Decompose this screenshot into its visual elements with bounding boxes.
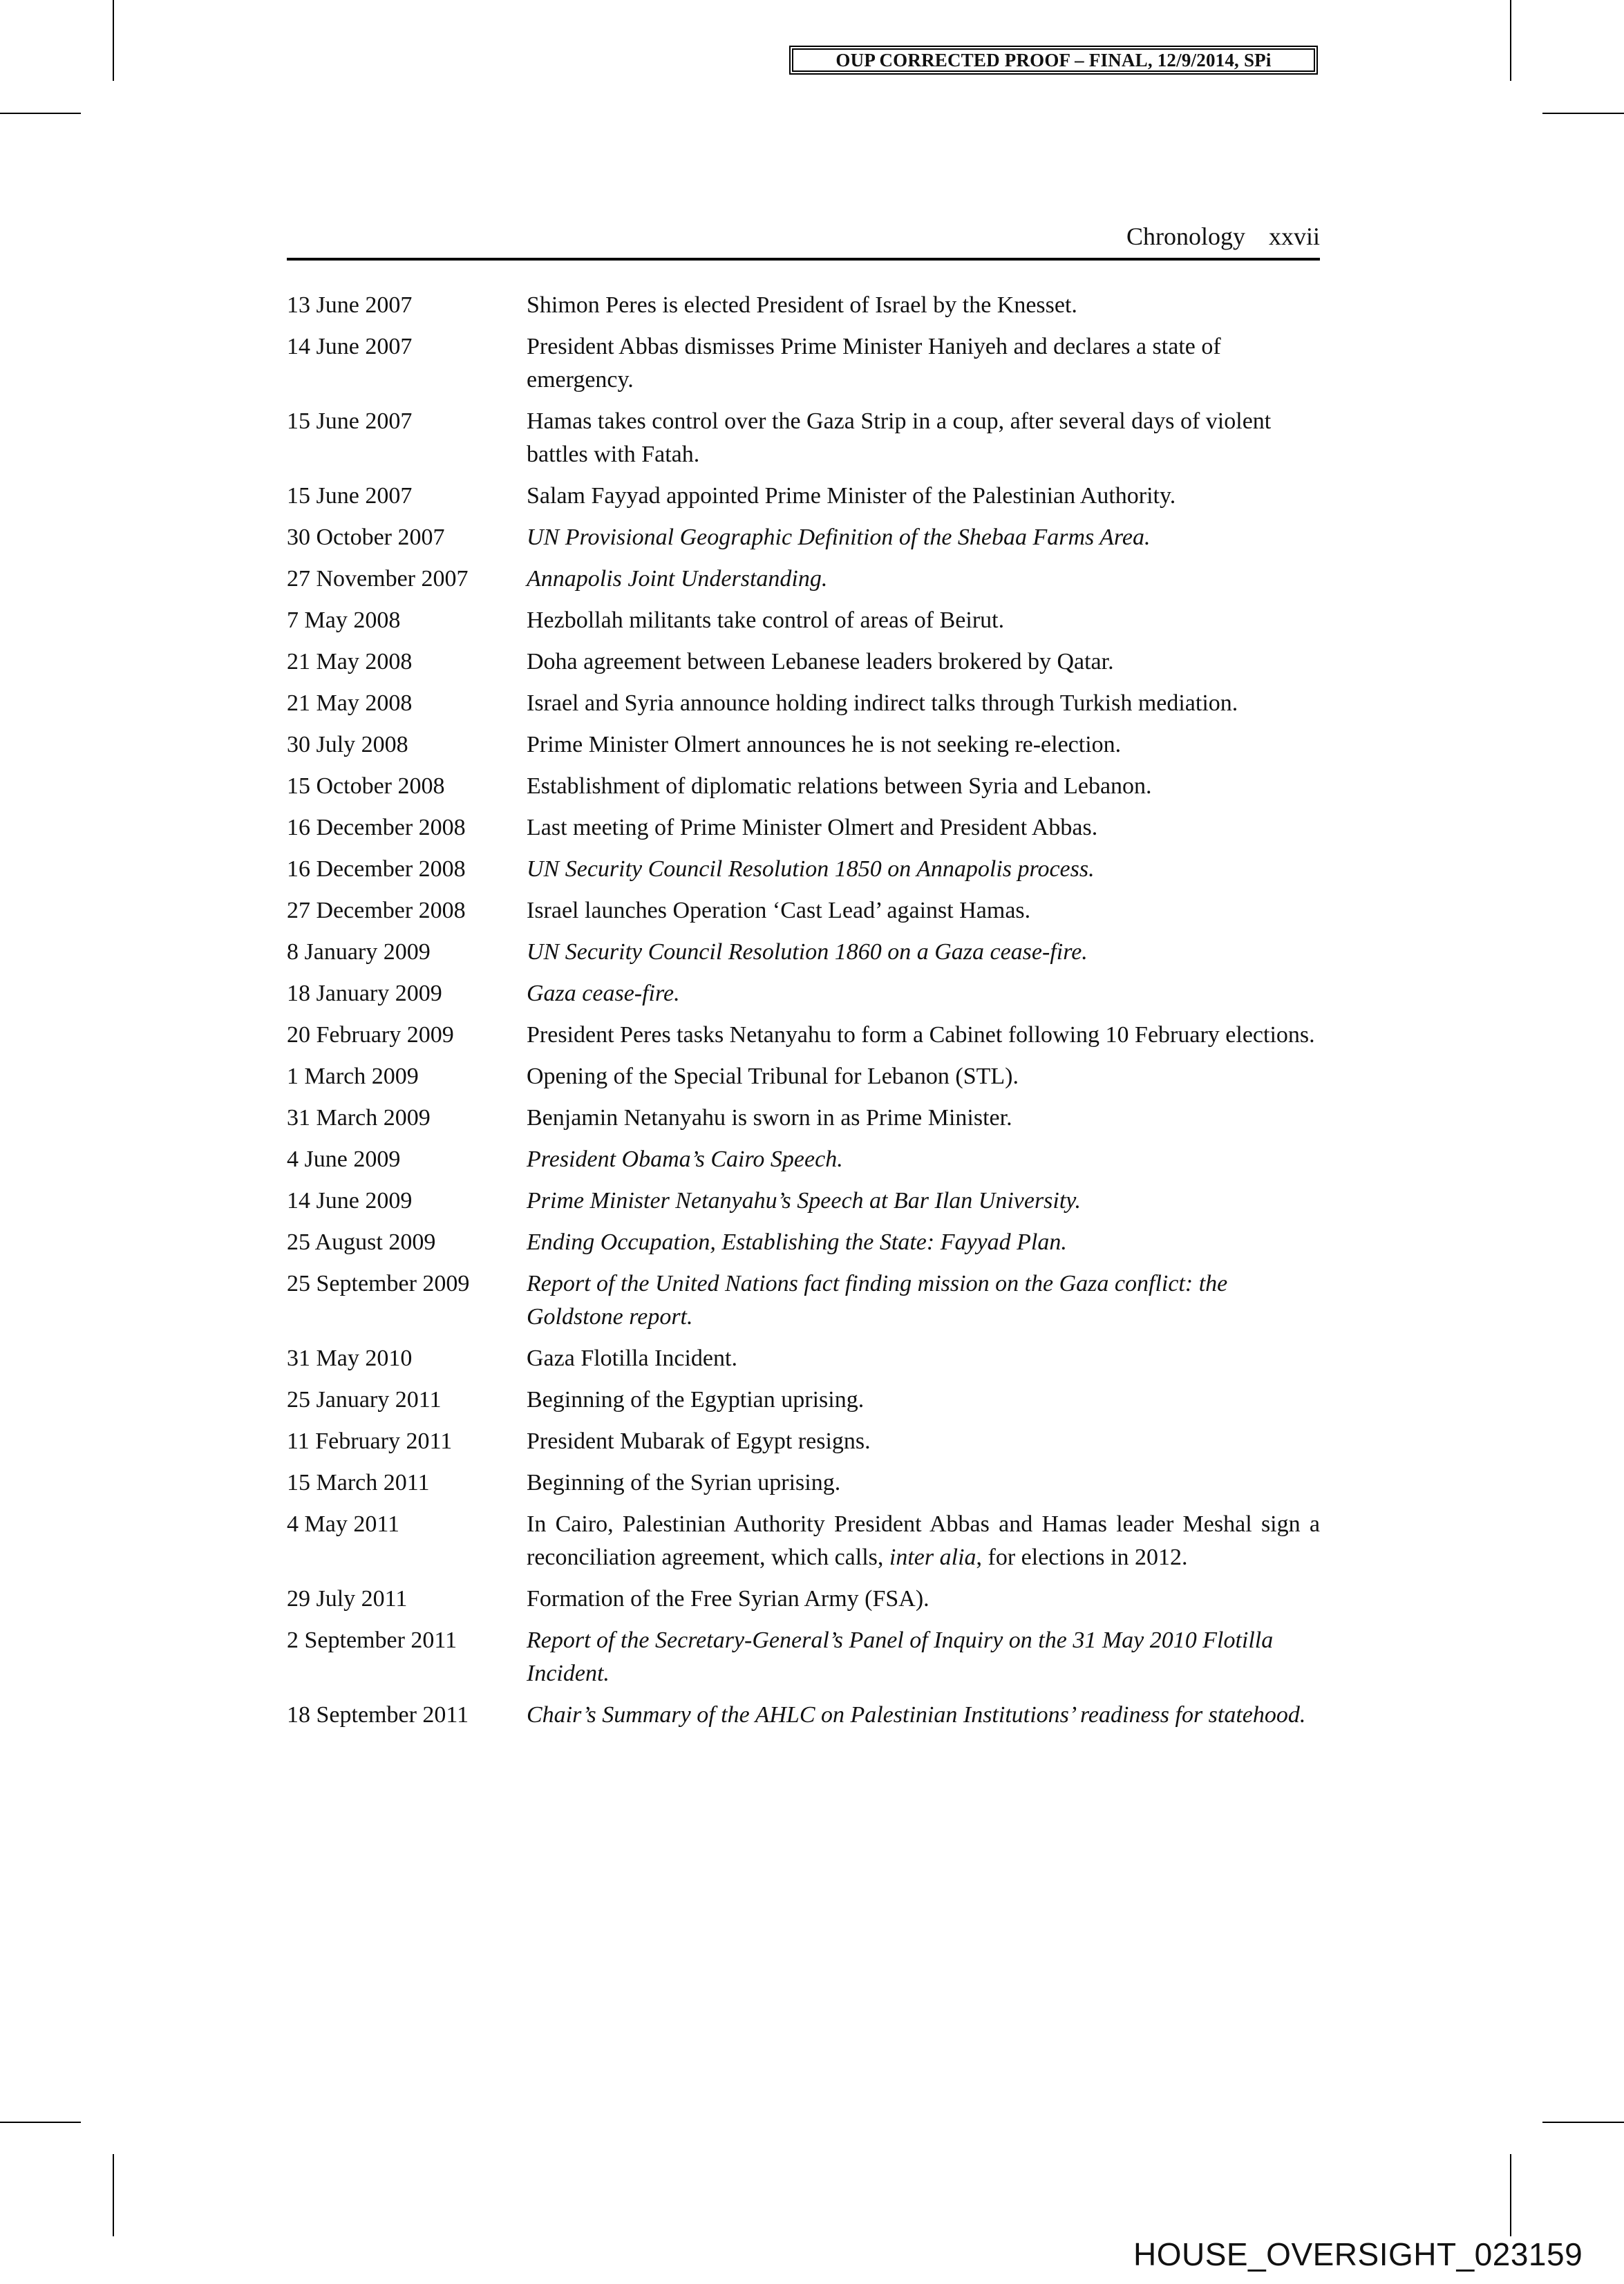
crop-mark-bottom-left-vertical bbox=[113, 2154, 114, 2236]
chronology-entry bbox=[287, 1384, 1320, 1417]
entry-event: Israel launches Operation ‘Cast Lead’ against Hamas. bbox=[527, 898, 1031, 923]
entry-date: 7 May 2008 bbox=[287, 607, 401, 633]
entry-date: 4 June 2009 bbox=[287, 1146, 401, 1172]
running-head bbox=[287, 216, 1320, 257]
entry-event: Beginning of the Egyptian uprising. bbox=[527, 1387, 865, 1413]
entry-date: 27 November 2007 bbox=[287, 566, 469, 592]
entry-date: 15 October 2008 bbox=[287, 773, 445, 799]
crop-mark-top-left-vertical bbox=[113, 0, 114, 81]
proof-stamp bbox=[789, 46, 1318, 75]
entry-event: Gaza Flotilla Incident. bbox=[527, 1346, 737, 1371]
entry-event: Ending Occupation, Establishing the State: Fayyad Plan. bbox=[527, 1229, 1067, 1255]
crop-mark-bottom-right-horizontal bbox=[1542, 2122, 1624, 2123]
entry-date: 14 June 2009 bbox=[287, 1188, 413, 1214]
entry-event: Last meeting of Prime Minister Olmert and President Abbas. bbox=[527, 815, 1098, 840]
crop-mark-bottom-right-vertical bbox=[1510, 2154, 1511, 2236]
entry-event: Report of the Secretary-General’s Panel of Inquiry on the 31 May 2010 Flotilla Incident. bbox=[527, 1627, 1274, 1686]
chronology-entry bbox=[287, 1019, 1320, 1052]
entry-event: Shimon Peres is elected President of Israel by the Knesset. bbox=[527, 292, 1077, 318]
entry-event: UN Provisional Geographic Definition of the Shebaa Farms Area. bbox=[527, 525, 1151, 550]
entry-date: 25 January 2011 bbox=[287, 1387, 442, 1413]
entry-date: 1 March 2009 bbox=[287, 1064, 419, 1089]
entry-date: 30 October 2007 bbox=[287, 525, 445, 550]
entry-event: President Peres tasks Netanyahu to form a Cabinet following 10 February elections. bbox=[527, 1022, 1315, 1048]
entry-date: 25 August 2009 bbox=[287, 1229, 436, 1255]
entry-date: 4 May 2011 bbox=[287, 1511, 400, 1537]
entry-date: 21 May 2008 bbox=[287, 690, 413, 716]
entry-date: 30 July 2008 bbox=[287, 732, 408, 757]
chronology-entry bbox=[287, 645, 1320, 679]
event-text-part: In Cairo, Palestinian Authority President Abbas and Hamas leader Meshal sign a reconciliation agreement, which calls, bbox=[527, 1511, 1320, 1570]
entry-event: Beginning of the Syrian uprising. bbox=[527, 1470, 841, 1495]
entry-date: 20 February 2009 bbox=[287, 1022, 454, 1048]
entry-date: 8 January 2009 bbox=[287, 939, 431, 965]
chronology-entry bbox=[287, 1143, 1320, 1176]
crop-mark-top-right-horizontal bbox=[1542, 113, 1624, 114]
entry-event: Doha agreement between Lebanese leaders brokered by Qatar. bbox=[527, 649, 1114, 674]
chronology-entry bbox=[287, 728, 1320, 762]
section-title: Chronology bbox=[1126, 223, 1245, 250]
chronology-entry bbox=[287, 853, 1320, 886]
entry-date: 16 December 2008 bbox=[287, 856, 466, 882]
entry-event: Annapolis Joint Understanding. bbox=[527, 566, 828, 592]
chronology-entry bbox=[287, 687, 1320, 720]
event-text-part: , for elections in 2012. bbox=[976, 1545, 1188, 1570]
entry-event: Formation of the Free Syrian Army (FSA). bbox=[527, 1586, 929, 1612]
entry-event: Israel and Syria announce holding indirect talks through Turkish mediation. bbox=[527, 690, 1238, 716]
chronology-entry bbox=[287, 770, 1320, 803]
entry-event: Report of the United Nations fact finding mission on the Gaza conflict: the Goldstone report. bbox=[527, 1271, 1228, 1330]
bates-number: HOUSE_OVERSIGHT_023159 bbox=[1133, 2236, 1583, 2272]
proof-stamp-text: OUP CORRECTED PROOF – FINAL, 12/9/2014, SPi bbox=[792, 48, 1315, 72]
chronology-entry bbox=[287, 1267, 1320, 1334]
chronology-entry bbox=[287, 977, 1320, 1010]
chronology-entry bbox=[287, 936, 1320, 969]
chronology-entry bbox=[287, 1624, 1320, 1690]
entry-date: 15 March 2011 bbox=[287, 1470, 430, 1495]
entry-event: Gaza cease-fire. bbox=[527, 981, 680, 1006]
entry-date: 29 July 2011 bbox=[287, 1586, 408, 1612]
chronology-entry bbox=[287, 1185, 1320, 1218]
chronology-entry bbox=[287, 1699, 1320, 1732]
entry-event: Opening of the Special Tribunal for Lebanon (STL). bbox=[527, 1064, 1019, 1089]
chronology-entry bbox=[287, 811, 1320, 844]
entry-event: President Abbas dismisses Prime Minister Haniyeh and declares a state of emergency. bbox=[527, 334, 1221, 393]
chronology-entry bbox=[287, 330, 1320, 397]
entry-date: 18 January 2009 bbox=[287, 981, 442, 1006]
chronology-entry bbox=[287, 1102, 1320, 1135]
entry-date: 27 December 2008 bbox=[287, 898, 466, 923]
chronology-list bbox=[287, 289, 1320, 1740]
chronology-entry bbox=[287, 1060, 1320, 1093]
chronology-entry bbox=[287, 289, 1320, 322]
entry-event: President Mubarak of Egypt resigns. bbox=[527, 1428, 871, 1454]
chronology-entry bbox=[287, 563, 1320, 596]
chronology-entry bbox=[287, 405, 1320, 471]
entry-date: 31 May 2010 bbox=[287, 1346, 413, 1371]
chronology-entry bbox=[287, 1425, 1320, 1458]
entry-date: 21 May 2008 bbox=[287, 649, 413, 674]
italic-phrase: inter alia bbox=[889, 1545, 976, 1570]
entry-date: 15 June 2007 bbox=[287, 483, 413, 509]
entry-event: Salam Fayyad appointed Prime Minister of the Palestinian Authority. bbox=[527, 483, 1176, 509]
entry-date: 13 June 2007 bbox=[287, 292, 413, 318]
entry-event: Prime Minister Netanyahu’s Speech at Bar Ilan University. bbox=[527, 1188, 1082, 1214]
header-rule bbox=[287, 258, 1320, 261]
chronology-entry bbox=[287, 1583, 1320, 1616]
entry-event: Prime Minister Olmert announces he is not seeking re-election. bbox=[527, 732, 1122, 757]
entry-event: Hamas takes control over the Gaza Strip in a coup, after several days of violent battles with Fatah. bbox=[527, 408, 1272, 467]
entry-date: 14 June 2007 bbox=[287, 334, 413, 359]
crop-mark-top-left-horizontal bbox=[0, 113, 81, 114]
entry-date: 11 February 2011 bbox=[287, 1428, 453, 1454]
entry-event: Benjamin Netanyahu is sworn in as Prime Minister. bbox=[527, 1105, 1012, 1131]
crop-mark-bottom-left-horizontal bbox=[0, 2122, 81, 2123]
entry-event: Hezbollah militants take control of areas of Beirut. bbox=[527, 607, 1005, 633]
crop-mark-top-right-vertical bbox=[1510, 0, 1511, 81]
entry-date: 31 March 2009 bbox=[287, 1105, 431, 1131]
chronology-entry bbox=[287, 521, 1320, 554]
chronology-entry bbox=[287, 1342, 1320, 1375]
chronology-entry bbox=[287, 894, 1320, 927]
chronology-entry bbox=[287, 1226, 1320, 1259]
entry-date: 2 September 2011 bbox=[287, 1627, 457, 1653]
page-number: xxvii bbox=[1268, 223, 1320, 250]
chronology-entry bbox=[287, 604, 1320, 637]
chronology-entry bbox=[287, 1508, 1320, 1574]
entry-date: 16 December 2008 bbox=[287, 815, 466, 840]
chronology-entry bbox=[287, 1466, 1320, 1500]
entry-event bbox=[527, 1508, 1320, 1574]
entry-event: UN Security Council Resolution 1860 on a Gaza cease-fire. bbox=[527, 939, 1088, 965]
chronology-entry bbox=[287, 480, 1320, 513]
entry-date: 25 September 2009 bbox=[287, 1271, 470, 1296]
entry-date: 15 June 2007 bbox=[287, 408, 413, 434]
entry-date: 18 September 2011 bbox=[287, 1702, 469, 1728]
entry-event: President Obama’s Cairo Speech. bbox=[527, 1146, 843, 1172]
entry-event: Establishment of diplomatic relations between Syria and Lebanon. bbox=[527, 773, 1152, 799]
entry-event: Chair’s Summary of the AHLC on Palestinian Institutions’ readiness for statehood. bbox=[527, 1702, 1306, 1728]
entry-event: UN Security Council Resolution 1850 on Annapolis process. bbox=[527, 856, 1095, 882]
